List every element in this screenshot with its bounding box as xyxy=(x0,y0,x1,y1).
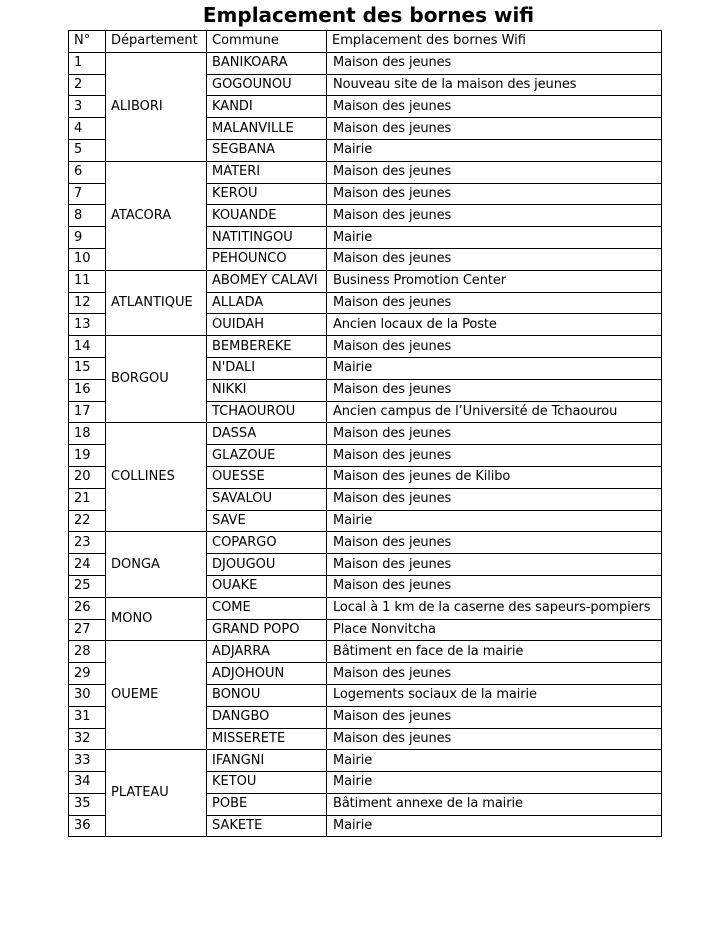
cell-emplacement: Maison des jeunes xyxy=(327,379,662,401)
cell-emplacement: Place Nonvitcha xyxy=(327,619,662,641)
cell-commune: SAVALOU xyxy=(207,488,327,510)
cell-commune: TCHAOUROU xyxy=(207,401,327,423)
cell-emplacement: Bâtiment en face de la mairie xyxy=(327,641,662,663)
cell-commune: SAKETE xyxy=(207,815,327,837)
cell-departement: BORGOU xyxy=(106,336,207,423)
cell-emplacement: Maison des jeunes xyxy=(327,445,662,467)
cell-commune: PEHOUNCO xyxy=(207,248,327,270)
cell-commune: KANDI xyxy=(207,96,327,118)
table-row xyxy=(69,270,662,292)
cell-commune: KEROU xyxy=(207,183,327,205)
cell-commune: SAVE xyxy=(207,510,327,532)
cell-num: 33 xyxy=(69,750,106,772)
cell-emplacement: Maison des jeunes xyxy=(327,575,662,597)
cell-num: 29 xyxy=(69,663,106,685)
cell-emplacement: Logements sociaux de la mairie xyxy=(327,684,662,706)
cell-num: 9 xyxy=(69,227,106,249)
cell-commune: MATERI xyxy=(207,161,327,183)
table-row xyxy=(69,52,662,74)
cell-emplacement: Maison des jeunes xyxy=(327,706,662,728)
cell-commune: N'DALI xyxy=(207,357,327,379)
cell-num: 10 xyxy=(69,248,106,270)
cell-commune: ADJOHOUN xyxy=(207,663,327,685)
cell-emplacement: Maison des jeunes xyxy=(327,728,662,750)
cell-commune: DASSA xyxy=(207,423,327,445)
cell-num: 11 xyxy=(69,270,106,292)
cell-emplacement: Maison des jeunes xyxy=(327,292,662,314)
header-departement: Département xyxy=(106,31,207,53)
cell-commune: GLAZOUE xyxy=(207,445,327,467)
cell-num: 24 xyxy=(69,554,106,576)
cell-emplacement: Maison des jeunes xyxy=(327,205,662,227)
cell-emplacement: Local à 1 km de la caserne des sapeurs-pompiers xyxy=(327,597,662,619)
cell-num: 1 xyxy=(69,52,106,74)
header-emplacement: Emplacement des bornes Wifi xyxy=(327,31,662,53)
cell-emplacement: Ancien locaux de la Poste xyxy=(327,314,662,336)
cell-num: 6 xyxy=(69,161,106,183)
cell-departement: OUEME xyxy=(106,641,207,750)
cell-emplacement: Maison des jeunes xyxy=(327,663,662,685)
table-row xyxy=(69,532,662,554)
cell-num: 34 xyxy=(69,772,106,794)
cell-departement: DONGA xyxy=(106,532,207,597)
cell-num: 7 xyxy=(69,183,106,205)
cell-departement: COLLINES xyxy=(106,423,207,532)
table-row xyxy=(69,161,662,183)
cell-num: 14 xyxy=(69,336,106,358)
cell-num: 31 xyxy=(69,706,106,728)
cell-num: 23 xyxy=(69,532,106,554)
cell-num: 21 xyxy=(69,488,106,510)
cell-departement: PLATEAU xyxy=(106,750,207,837)
cell-num: 2 xyxy=(69,74,106,96)
cell-emplacement: Maison des jeunes xyxy=(327,488,662,510)
cell-departement: ATLANTIQUE xyxy=(106,270,207,335)
cell-commune: DANGBO xyxy=(207,706,327,728)
cell-num: 16 xyxy=(69,379,106,401)
cell-num: 4 xyxy=(69,118,106,140)
cell-emplacement: Business Promotion Center xyxy=(327,270,662,292)
cell-emplacement: Mairie xyxy=(327,815,662,837)
table-body xyxy=(69,52,662,837)
cell-num: 13 xyxy=(69,314,106,336)
cell-commune: POBE xyxy=(207,793,327,815)
cell-commune: NATITINGOU xyxy=(207,227,327,249)
cell-commune: COME xyxy=(207,597,327,619)
cell-commune: DJOUGOU xyxy=(207,554,327,576)
cell-emplacement: Maison des jeunes xyxy=(327,554,662,576)
cell-commune: OUIDAH xyxy=(207,314,327,336)
cell-commune: KETOU xyxy=(207,772,327,794)
table-row xyxy=(69,423,662,445)
cell-emplacement: Mairie xyxy=(327,227,662,249)
cell-emplacement: Maison des jeunes xyxy=(327,532,662,554)
cell-departement: MONO xyxy=(106,597,207,641)
cell-emplacement: Maison des jeunes xyxy=(327,52,662,74)
cell-emplacement: Maison des jeunes xyxy=(327,248,662,270)
cell-emplacement: Maison des jeunes xyxy=(327,336,662,358)
cell-commune: OUESSE xyxy=(207,466,327,488)
cell-emplacement: Mairie xyxy=(327,357,662,379)
cell-commune: ADJARRA xyxy=(207,641,327,663)
header-row xyxy=(69,31,662,53)
cell-num: 17 xyxy=(69,401,106,423)
page-title: Emplacement des bornes wifi xyxy=(202,3,535,27)
cell-num: 18 xyxy=(69,423,106,445)
cell-commune: GOGOUNOU xyxy=(207,74,327,96)
cell-num: 27 xyxy=(69,619,106,641)
table-row xyxy=(69,597,662,619)
cell-commune: MISSERETE xyxy=(207,728,327,750)
cell-commune: IFANGNI xyxy=(207,750,327,772)
cell-departement: ALIBORI xyxy=(106,52,207,161)
cell-commune: KOUANDE xyxy=(207,205,327,227)
cell-commune: COPARGO xyxy=(207,532,327,554)
cell-num: 20 xyxy=(69,466,106,488)
cell-commune: NIKKI xyxy=(207,379,327,401)
table-row xyxy=(69,641,662,663)
cell-num: 12 xyxy=(69,292,106,314)
cell-commune: ALLADA xyxy=(207,292,327,314)
cell-emplacement: Mairie xyxy=(327,139,662,161)
cell-num: 36 xyxy=(69,815,106,837)
cell-emplacement: Mairie xyxy=(327,510,662,532)
cell-commune: SEGBANA xyxy=(207,139,327,161)
cell-num: 35 xyxy=(69,793,106,815)
cell-num: 22 xyxy=(69,510,106,532)
cell-num: 32 xyxy=(69,728,106,750)
cell-emplacement: Mairie xyxy=(327,772,662,794)
cell-commune: BANIKOARA xyxy=(207,52,327,74)
cell-num: 8 xyxy=(69,205,106,227)
cell-num: 15 xyxy=(69,357,106,379)
cell-commune: ABOMEY CALAVI xyxy=(207,270,327,292)
cell-commune: BEMBEREKE xyxy=(207,336,327,358)
cell-num: 25 xyxy=(69,575,106,597)
cell-departement: ATACORA xyxy=(106,161,207,270)
cell-emplacement: Bâtiment annexe de la mairie xyxy=(327,793,662,815)
cell-num: 26 xyxy=(69,597,106,619)
cell-emplacement: Maison des jeunes xyxy=(327,118,662,140)
table-header xyxy=(69,31,662,53)
cell-num: 30 xyxy=(69,684,106,706)
cell-num: 19 xyxy=(69,445,106,467)
cell-num: 3 xyxy=(69,96,106,118)
cell-commune: OUAKE xyxy=(207,575,327,597)
header-num: N° xyxy=(69,31,106,53)
cell-commune: MALANVILLE xyxy=(207,118,327,140)
cell-emplacement: Maison des jeunes xyxy=(327,96,662,118)
cell-emplacement: Maison des jeunes de Kilibo xyxy=(327,466,662,488)
cell-num: 5 xyxy=(69,139,106,161)
wifi-locations-table xyxy=(68,30,662,837)
cell-commune: GRAND POPO xyxy=(207,619,327,641)
cell-num: 28 xyxy=(69,641,106,663)
cell-emplacement: Ancien campus de l’Université de Tchaourou xyxy=(327,401,662,423)
cell-commune: BONOU xyxy=(207,684,327,706)
cell-emplacement: Maison des jeunes xyxy=(327,183,662,205)
cell-emplacement: Maison des jeunes xyxy=(327,423,662,445)
table-row xyxy=(69,336,662,358)
table-row xyxy=(69,750,662,772)
header-commune: Commune xyxy=(207,31,327,53)
cell-emplacement: Nouveau site de la maison des jeunes xyxy=(327,74,662,96)
cell-emplacement: Maison des jeunes xyxy=(327,161,662,183)
cell-emplacement: Mairie xyxy=(327,750,662,772)
